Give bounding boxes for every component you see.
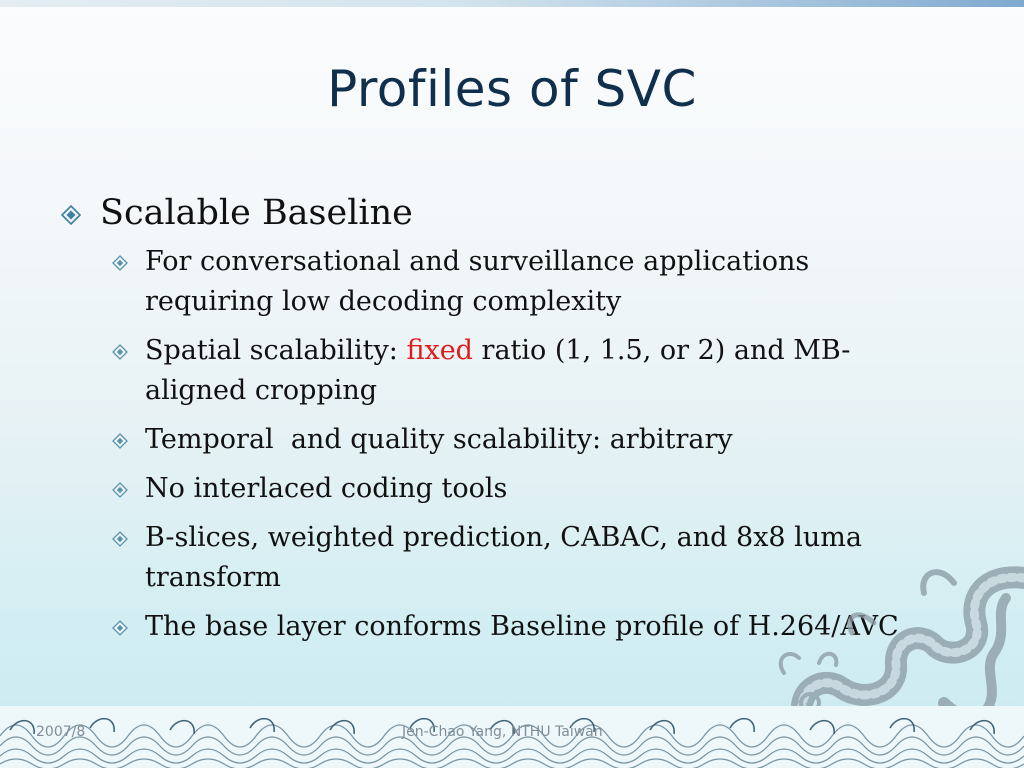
bullet-level1-text: Scalable Baseline — [100, 193, 413, 233]
bullet-item-text: Temporal and quality scalability: arbitrary — [145, 424, 733, 455]
bullet-item — [60, 331, 940, 411]
highlight-word: fixed — [406, 335, 473, 366]
bullet-item — [60, 420, 940, 460]
diamond-bullet-icon — [112, 531, 128, 547]
bullet-item-text: No interlaced coding tools — [145, 473, 508, 504]
bullet-item-text: B-slices, weighted prediction, CABAC, and 8x8 luma transform — [145, 522, 862, 593]
diamond-bullet-icon — [112, 344, 128, 360]
diamond-bullet-icon — [112, 433, 128, 449]
bullet-item-text-suffix: ratio (1, 1.5, or 2) and MB-aligned cropping — [145, 335, 851, 406]
bullet-item — [60, 469, 940, 509]
bullet-item-text: For conversational and surveillance applications requiring low decoding complexity — [145, 246, 810, 317]
diamond-bullet-icon — [112, 255, 128, 271]
top-accent-bar — [0, 0, 1024, 7]
bullet-level1 — [60, 190, 940, 236]
slide-title: Profiles of SVC — [327, 60, 697, 118]
bullet-item — [60, 242, 940, 322]
bullet-item-text-prefix: Spatial scalability: — [145, 335, 407, 366]
diamond-bullet-icon — [112, 620, 128, 636]
footer-date: 2007/8 — [36, 724, 86, 740]
diamond-bullet-icon — [112, 482, 128, 498]
footer-author: Jen-Chao Yang, NTHU Taiwan — [402, 724, 603, 740]
diamond-bullet-icon — [60, 204, 82, 226]
bullet-item-text: The base layer conforms Baseline profile of H.264/AVC — [145, 611, 899, 642]
